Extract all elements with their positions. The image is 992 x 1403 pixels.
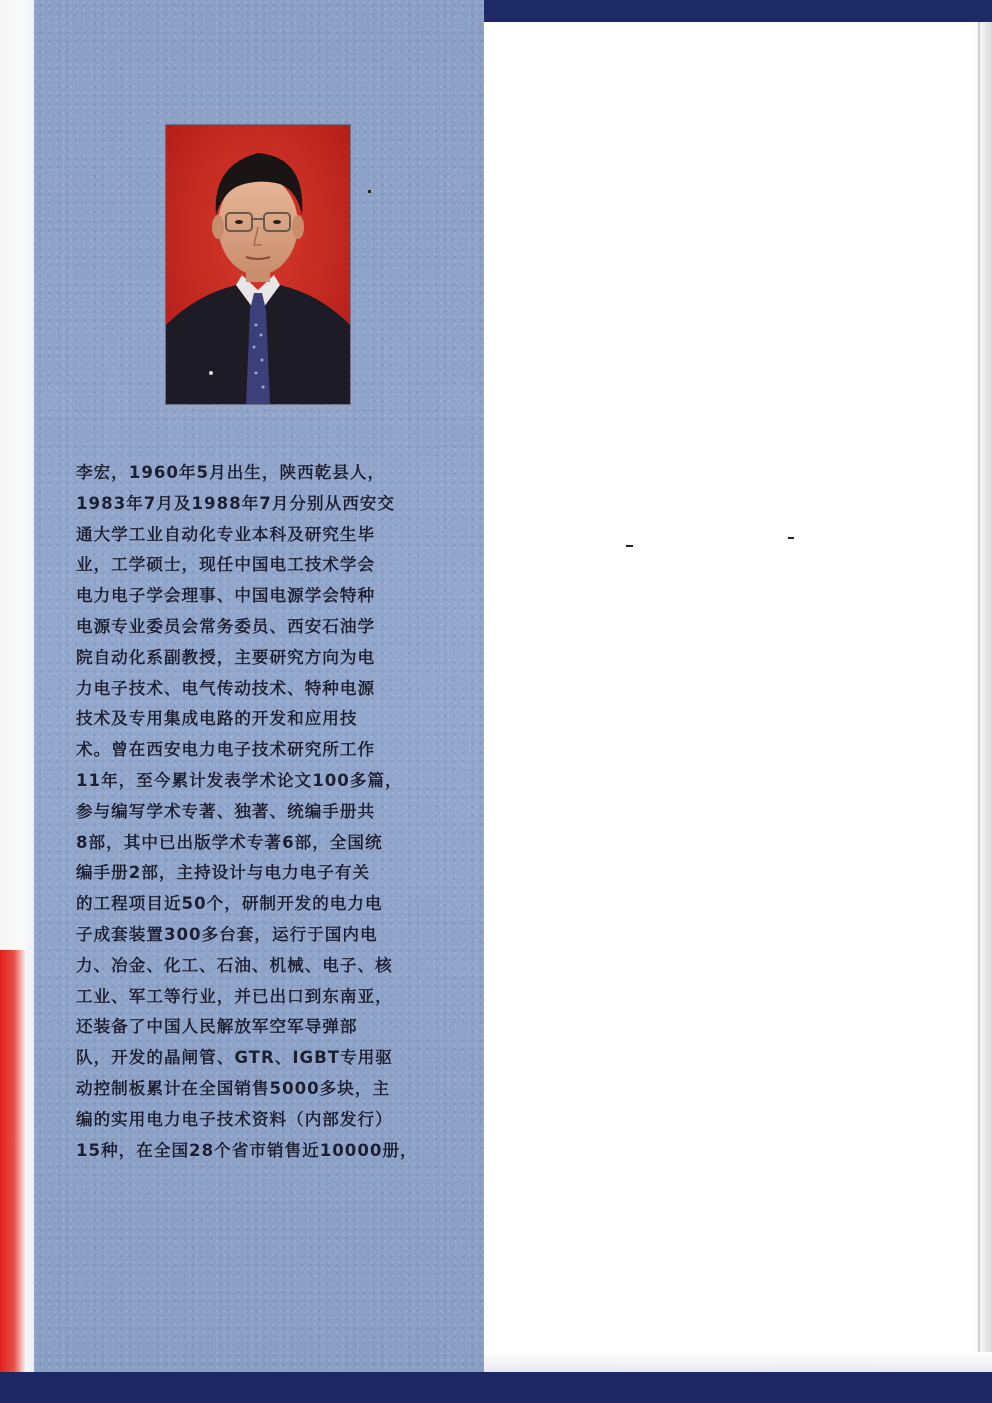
right-page-edge-line	[978, 22, 980, 1372]
bio-line: 参与编写学术专著、独著、统编手册共	[76, 801, 376, 821]
bio-line: 的工程项目近50个，研制开发的电力电	[76, 894, 383, 914]
bio-line: 通大学工业自动化专业本科及研究生毕	[76, 524, 376, 544]
portrait-illustration	[166, 125, 350, 404]
page-speck	[368, 190, 371, 193]
bio-line: 业，工学硕士，现任中国电工技术学会	[76, 555, 376, 575]
bio-line: 电源专业委员会常务委员、西安石油学	[76, 616, 376, 636]
page-speck	[788, 537, 794, 539]
bio-line: 力、冶金、化工、石油、机械、电子、核	[76, 955, 393, 975]
red-spine-strip	[0, 950, 26, 1403]
page-speck	[626, 545, 633, 547]
bottom-navy-bar	[0, 1372, 992, 1403]
bio-line: 术。曾在西安电力电子技术研究所工作	[76, 740, 376, 760]
bio-line: 8部，其中已出版学术专著6部，全国统	[76, 832, 383, 852]
bio-line: 力电子技术、电气传动技术、特种电源	[76, 678, 376, 698]
bio-line: 队，开发的晶闸管、GTR、IGBT专用驱	[76, 1048, 393, 1068]
bottom-page-edge	[484, 1352, 992, 1372]
bio-line: 编的实用电力电子技术资料（内部发行）	[76, 1109, 393, 1129]
bio-line: 电力电子学会理事、中国电源学会特种	[76, 586, 376, 606]
bio-line: 李宏，1960年5月出生，陕西乾县人，	[76, 463, 386, 482]
bio-line: 技术及专用集成电路的开发和应用技	[76, 709, 358, 729]
top-navy-bar	[484, 0, 992, 22]
bio-line: 11年，至今累计发表学术论文100多篇，	[76, 770, 403, 790]
bio-line: 编手册2部，主持设计与电力电子有关	[76, 863, 371, 883]
author-biography	[76, 458, 478, 1166]
bio-line: 子成套装置300多台套，运行于国内电	[76, 924, 378, 944]
bio-line: 15种，在全国28个省市销售近10000册，	[76, 1140, 418, 1160]
author-portrait	[166, 125, 350, 404]
bio-line: 动控制板累计在全国销售5000多块，主	[76, 1078, 391, 1098]
bio-line: 工业、军工等行业，并已出口到东南亚，	[76, 986, 393, 1006]
bio-line: 还装备了中国人民解放军空军导弹部	[76, 1017, 358, 1037]
bio-line: 院自动化系副教授，主要研究方向为电	[76, 647, 376, 667]
right-page-edge	[972, 22, 992, 1372]
bio-line: 1983年7月及1988年7月分别从西安交	[76, 493, 395, 513]
